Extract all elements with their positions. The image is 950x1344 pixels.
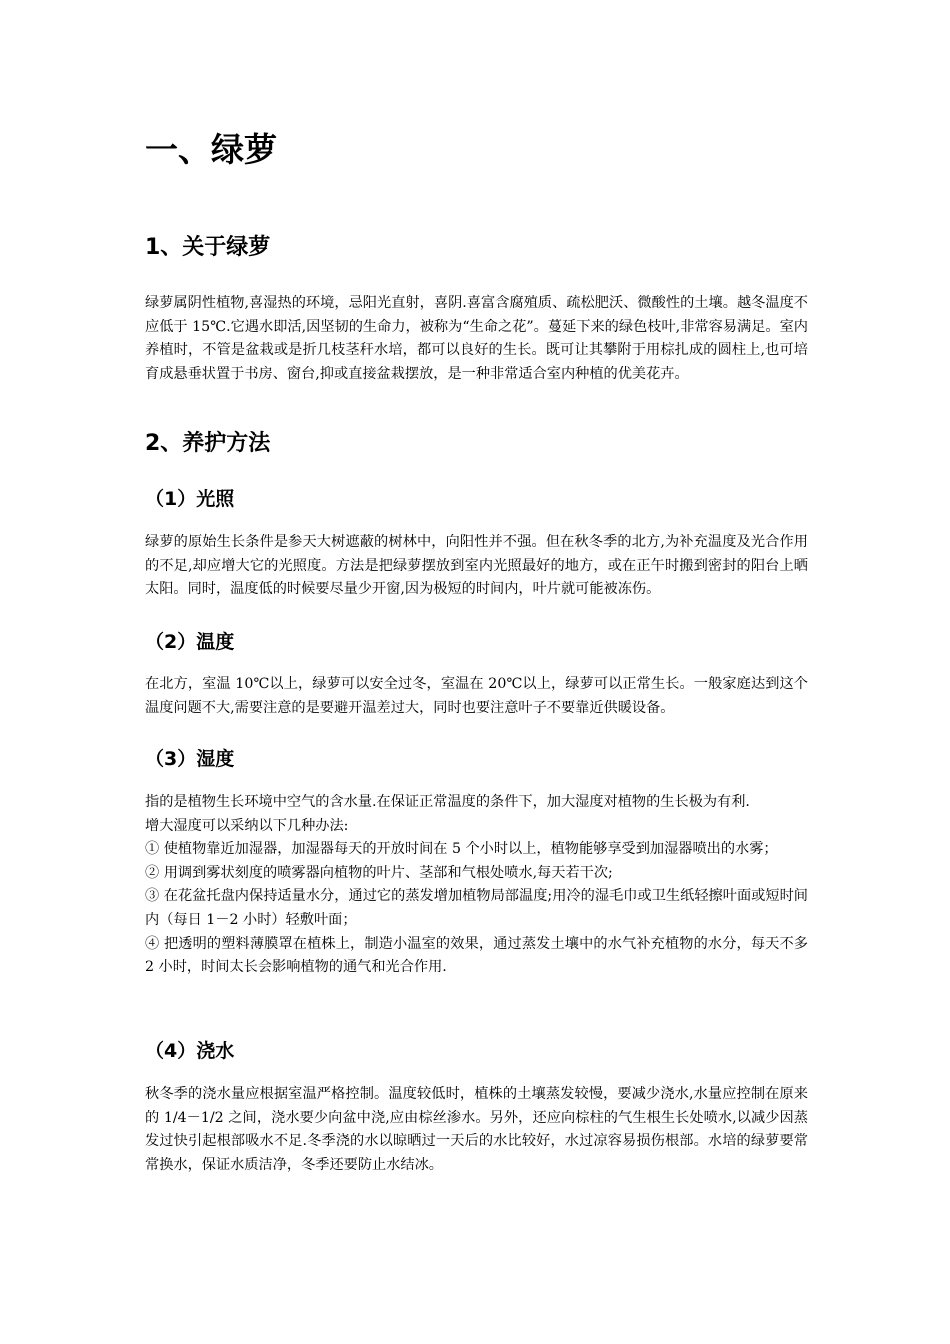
humidity-method-1: ① 使植物靠近加湿器，加湿器每天的开放时间在 5 个小时以上，植物能够享受到加湿器喷出的水雾； xyxy=(145,841,778,858)
light-text: 绿萝的原始生长条件是参天大树遮蔽的树林中，向阳性并不强。但在秋冬季的北方,为补充温度及光合作用的不足,却应增大它的光照度。方法是把绿萝摆放到室内光照最好的地方，或在正午时搬到密封的阳台上晒太阳。同时，温度低的时候要尽量少开窗,因为极短的时间内，叶片就可能被冻伤。 xyxy=(145,534,808,598)
subheading-watering: （4）浇水 xyxy=(145,1040,235,1062)
humidity-method-4: ④ 把透明的塑料薄膜罩在植株上，制造小温室的效果，通过蒸发土壤中的水气补充植物的水分，每天不多 2 小时，时间太长会影响植物的通气和光合作用. xyxy=(145,935,808,976)
temperature-paragraph xyxy=(145,673,808,720)
section-heading-about: 1、关于绿萝 xyxy=(145,235,271,260)
watering-text: 秋冬季的浇水量应根据室温严格控制。温度较低时，植株的土壤蒸发较慢，要减少浇水,水量应控制在原来的 1/4－1/2 之间，浇水要少向盆中浇,应由棕丝渗水。另外，还应向棕柱的气生根生长处喷水,以减少因蒸发过快引起根部吸水不足.冬季浇的水以晾晒过一天后的水比较好，水过凉容易损伤根部。水培的绿萝要常常换水，保证水质洁净，冬季还要防止水结冰。 xyxy=(145,1086,808,1173)
humidity-intro: 指的是植物生长环境中空气的含水量.在保证正常温度的条件下，加大湿度对植物的生长极为有利. xyxy=(145,794,750,810)
temperature-text: 在北方，室温 10℃以上，绿萝可以安全过冬，室温在 20℃以上，绿萝可以正常生长。一般家庭达到这个温度问题不大,需要注意的是要避开温差过大，同时也要注意叶子不要靠近供暖设备。 xyxy=(145,676,808,716)
subheading-light: （1）光照 xyxy=(145,488,235,510)
humidity-method-2: ② 用调到雾状刻度的喷雾器向植物的叶片、茎部和气根处喷水,每天若干次; xyxy=(145,864,613,881)
about-text: 绿萝属阴性植物,喜湿热的环境，忌阳光直射，喜阴.喜富含腐殖质、疏松肥沃、微酸性的土壤。越冬温度不应低于 15℃.它遇水即活,因坚韧的生命力，被称为“生命之花”。蔓延下来的绿色枝叶,非常容易满足。室内养植时，不管是盆栽或是折几枝茎秆水培，都可以良好的生长。既可让其攀附于用棕扎成的圆柱上,也可培育成悬垂状置于书房、窗台,抑或直接盆栽摆放，是一种非常适合室内种植的优美花卉。 xyxy=(145,295,808,382)
section-heading-care: 2、养护方法 xyxy=(145,431,271,456)
light-paragraph xyxy=(145,531,808,602)
humidity-methods-intro: 增大湿度可以采纳以下几种办法: xyxy=(145,817,349,834)
humidity-paragraph xyxy=(145,791,808,980)
about-paragraph xyxy=(145,292,808,386)
document-page xyxy=(145,0,808,1344)
watering-paragraph xyxy=(145,1083,808,1177)
humidity-method-3: ③ 在花盆托盘内保持适量水分，通过它的蒸发增加植物局部温度;用冷的湿毛巾或卫生纸轻擦叶面或短时间内（每日 1－2 小时）轻敷叶面； xyxy=(145,888,808,928)
document-title: 一、绿萝 xyxy=(145,130,277,169)
subheading-humidity: （3）湿度 xyxy=(145,748,235,770)
subheading-temperature: （2）温度 xyxy=(145,631,235,653)
